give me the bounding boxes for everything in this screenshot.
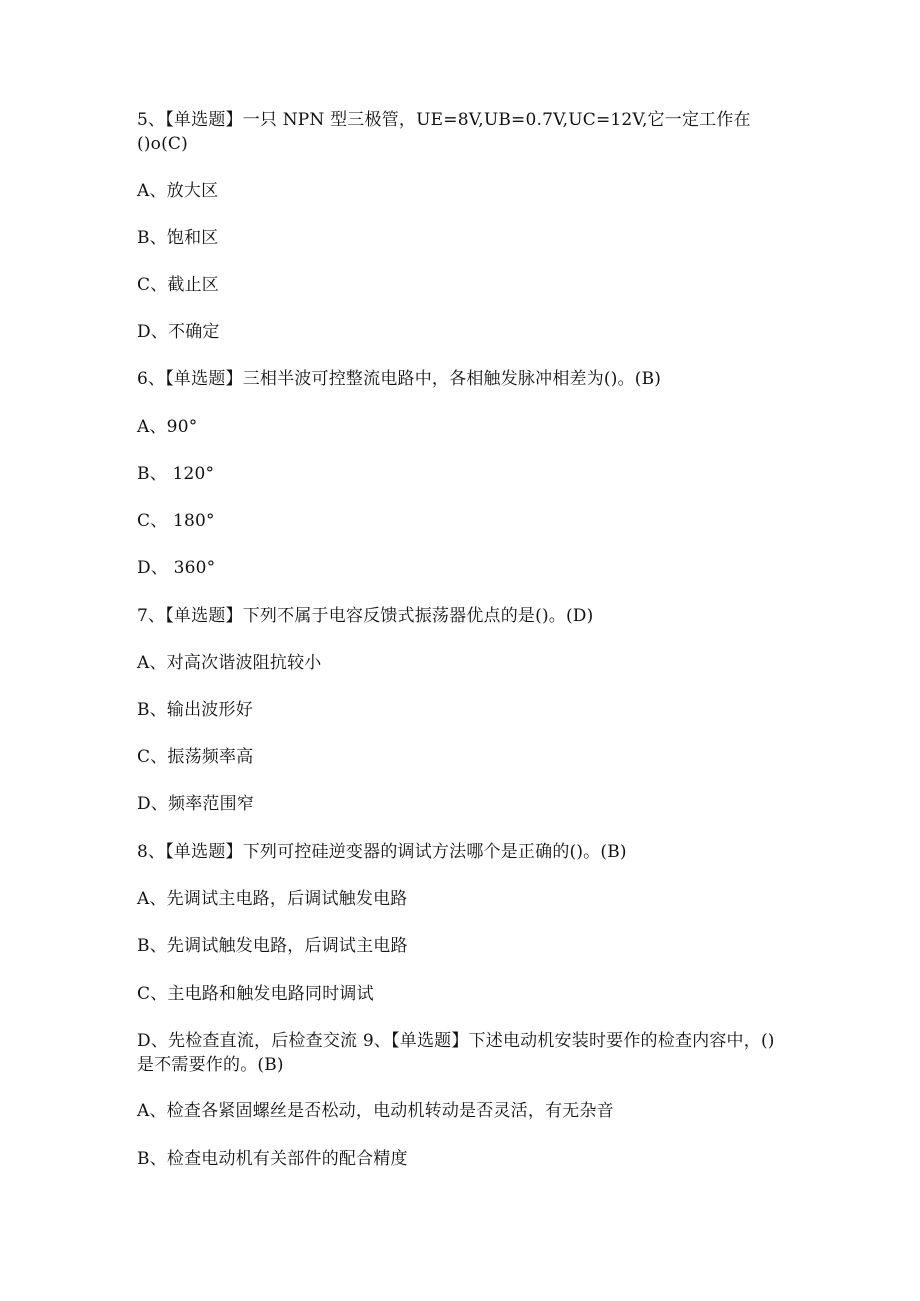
option-6a: A、90° bbox=[137, 417, 198, 437]
option-9b: B、检查电动机有关部件的配合精度 bbox=[137, 1149, 408, 1169]
question-6: 6、【单选题】三相半波可控整流电路中，各相触发脉冲相差为()。(B) bbox=[137, 369, 662, 389]
option-7c: C、振荡频率高 bbox=[137, 747, 254, 767]
option-5c: C、截止区 bbox=[137, 275, 220, 295]
option-6c: C、 180° bbox=[137, 511, 215, 531]
option-5d: D、不确定 bbox=[137, 322, 220, 342]
option-5b: B、饱和区 bbox=[137, 228, 219, 248]
option-8d-question-9: D、先检查直流，后检查交流 9、【单选题】下述电动机安装时要作的检查内容中，()是不需要作的。(B) bbox=[137, 1031, 775, 1075]
question-8: 8、【单选题】下列可控硅逆变器的调试方法哪个是正确的()。(B) bbox=[137, 842, 627, 862]
option-6b: B、 120° bbox=[137, 464, 215, 484]
option-7a: A、对高次谐波阻抗较小 bbox=[137, 653, 322, 673]
option-6d: D、 360° bbox=[137, 558, 216, 578]
option-5a: A、放大区 bbox=[137, 181, 219, 201]
option-8c: C、主电路和触发电路同时调试 bbox=[137, 984, 374, 1004]
option-8b: B、先调试触发电路，后调试主电路 bbox=[137, 936, 408, 956]
option-7b: B、输出波形好 bbox=[137, 700, 253, 720]
question-7: 7、【单选题】下列不属于电容反馈式振荡器优点的是()。(D) bbox=[137, 606, 594, 626]
option-9a: A、检查各紧固螺丝是否松动，电动机转动是否灵活，有无杂音 bbox=[137, 1101, 614, 1121]
question-5: 5、【单选题】一只 NPN 型三极管，UE=8V,UB=0.7V,UC=12V,它一定工作在()o(C) bbox=[137, 110, 751, 154]
option-7d: D、频率范围窄 bbox=[137, 794, 255, 814]
option-8a: A、先调试主电路，后调试触发电路 bbox=[137, 889, 408, 909]
